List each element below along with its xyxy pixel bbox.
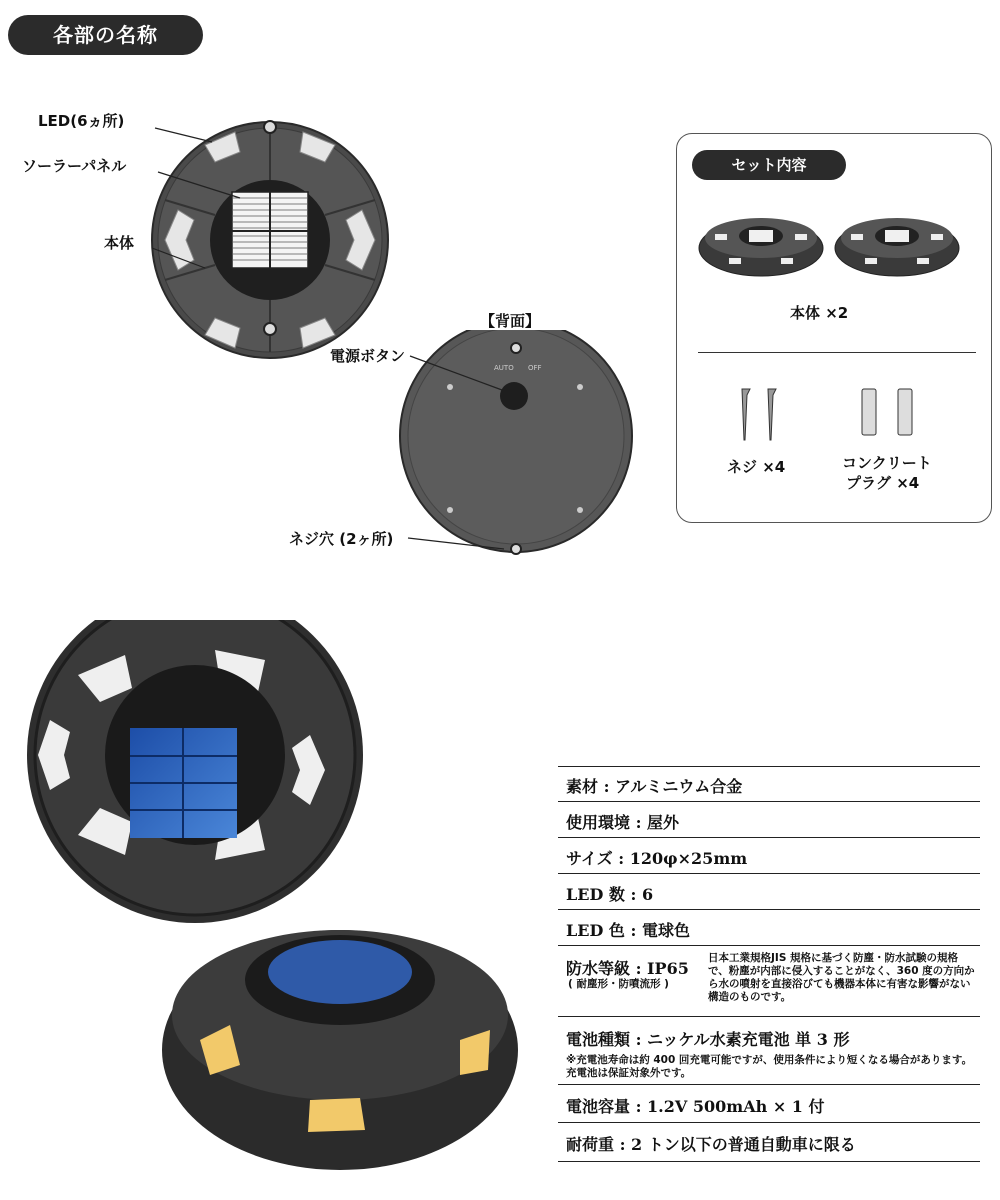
set-divider (698, 352, 976, 353)
set-plug-label-1: コンクリート (842, 454, 932, 472)
switch-off-text: OFF (528, 364, 542, 372)
set-body-label: 本体 ×2 (790, 304, 849, 322)
spec-waterproof: 防水等級 : IP65 (566, 959, 689, 978)
spec-row-load (558, 1123, 980, 1162)
spec-waterproof-note: 日本工業規格JIS 規格に基づく防塵・防水試験の規格で、粉塵が内部に侵入することがなく、360 度の方向から水の噴射を直接浴びても機器本体に有害な影響がない構造のものです。 (708, 952, 975, 1003)
solar-panel-label: ソーラーパネル (22, 157, 127, 175)
spec-led-count: LED 数 : 6 (566, 885, 654, 904)
front-diagram (0, 90, 400, 360)
led-pointer-line (155, 128, 212, 142)
body-label: 本体 (104, 234, 135, 252)
back-heading: 【背面】 (480, 312, 541, 330)
set-hardware-drawing (730, 385, 960, 445)
set-plug-label-2: プラグ ×4 (846, 474, 920, 492)
spec-battery-note: ※充電池寿命は約 400 回充電可能ですが、使用条件により短くなる場合があります。充電池は保証対象外です。 (566, 1054, 973, 1079)
screw-hole-label: ネジ穴 (2ヶ所) (289, 530, 394, 548)
spec-battery-capacity: 電池容量 : 1.2V 500mAh × 1 付 (566, 1097, 825, 1116)
spec-row-battery-capacity (558, 1085, 980, 1123)
spec-battery-type: 電池種類 : ニッケル水素充電池 単 3 形 (566, 1030, 850, 1049)
set-contents-title: セット内容 (692, 150, 846, 180)
spec-led-color: LED 色 : 電球色 (566, 921, 690, 940)
spec-row-waterproof (558, 946, 980, 1017)
set-lights-drawing (695, 200, 975, 300)
product-photos (20, 620, 550, 1190)
section-title: 各部の名称 (8, 15, 203, 55)
spec-load: 耐荷重 : 2 トン以下の普通自動車に限る (566, 1135, 856, 1154)
spec-waterproof-sub: ( 耐塵形・防噴流形 ) (568, 978, 669, 990)
led-label: LED(6ヵ所) (38, 112, 125, 130)
spec-material: 素材 : アルミニウム合金 (566, 777, 743, 796)
spec-row-battery-type (558, 1017, 980, 1085)
power-button-icon (500, 382, 528, 410)
spec-row-size (558, 838, 980, 874)
spec-row-material (558, 766, 980, 802)
spec-table (558, 766, 980, 1166)
switch-auto-text: AUTO (494, 364, 514, 372)
spec-environment: 使用環境 : 屋外 (566, 813, 680, 832)
set-contents-box (676, 133, 992, 523)
top-view-photo (27, 620, 363, 923)
set-screw-label: ネジ ×4 (727, 458, 786, 476)
front-light-drawing (152, 121, 388, 358)
side-view-photo (162, 930, 518, 1170)
spec-size: サイズ : 120φ×25mm (566, 849, 748, 868)
spec-row-led-count (558, 874, 980, 910)
spec-row-environment (558, 802, 980, 838)
spec-row-led-color (558, 910, 980, 946)
back-diagram (280, 330, 640, 570)
power-button-label: 電源ボタン (330, 347, 406, 365)
